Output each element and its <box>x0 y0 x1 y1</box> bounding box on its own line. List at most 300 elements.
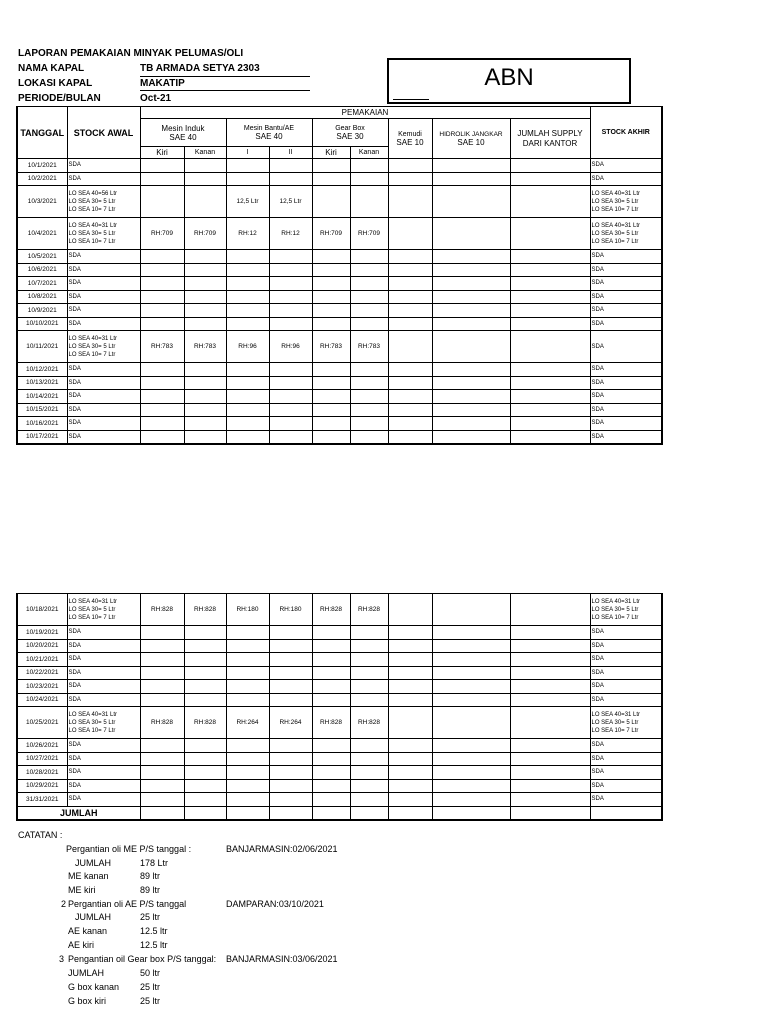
hidrolik-cell <box>432 693 510 707</box>
usage-value-cell <box>184 159 226 173</box>
stock-awal-cell <box>67 263 140 277</box>
date-cell: 10/11/2021 <box>17 331 67 363</box>
usage-value-cell <box>312 693 350 707</box>
stock-awal-line: LO SEA 30= 5 Ltr <box>68 198 116 205</box>
stock-awal-cell <box>67 693 140 707</box>
stock-akhir-cell <box>590 417 662 431</box>
usage-value-cell: RH:264 <box>269 707 312 739</box>
stock-akhir-cell <box>590 376 662 390</box>
jumlah-label: JUMLAH <box>17 806 140 820</box>
supply-cell <box>510 739 590 753</box>
stock-akhir-cell <box>590 793 662 807</box>
hidrolik-cell <box>432 363 510 377</box>
date-cell: 10/2/2021 <box>17 172 67 186</box>
stock-akhir-cell <box>590 263 662 277</box>
stock-awal-cell <box>67 594 140 626</box>
usage-value-cell <box>350 376 388 390</box>
hidrolik-cell <box>432 793 510 807</box>
date-cell: 10/25/2021 <box>17 707 67 739</box>
total-cell <box>269 806 312 820</box>
date-cell: 10/16/2021 <box>17 417 67 431</box>
total-cell <box>350 806 388 820</box>
usage-value-cell <box>184 172 226 186</box>
table-row <box>17 430 662 444</box>
stock-akhir-line: SDA <box>591 175 604 182</box>
table-row <box>17 666 662 680</box>
usage-value-cell <box>226 739 269 753</box>
stock-akhir-line: SDA <box>591 406 604 413</box>
usage-value-cell <box>226 376 269 390</box>
usage-value-cell <box>350 680 388 694</box>
stock-akhir-line: SDA <box>591 669 604 676</box>
stock-akhir-line: SDA <box>591 742 604 749</box>
usage-value-cell <box>226 766 269 780</box>
stock-akhir-line: SDA <box>591 782 604 789</box>
usage-value-cell <box>269 376 312 390</box>
date-cell: 10/22/2021 <box>17 666 67 680</box>
stock-akhir-line: LO SEA 40=31 Ltr <box>591 222 641 229</box>
hidrolik-cell <box>432 317 510 331</box>
stock-akhir-cell <box>590 680 662 694</box>
usage-value-cell <box>226 693 269 707</box>
stock-awal-cell <box>67 653 140 667</box>
usage-value-cell <box>350 263 388 277</box>
gear-box-sae: SAE 30 <box>336 131 364 141</box>
table-row <box>17 417 662 431</box>
usage-value-cell <box>226 317 269 331</box>
usage-value-cell <box>312 752 350 766</box>
hidrolik-cell <box>432 766 510 780</box>
usage-value-cell <box>350 639 388 653</box>
usage-value-cell <box>312 159 350 173</box>
usage-value-cell <box>184 417 226 431</box>
stock-awal-cell <box>67 639 140 653</box>
supply-cell <box>510 680 590 694</box>
usage-value-cell <box>140 417 184 431</box>
usage-value-cell <box>184 766 226 780</box>
usage-value-cell <box>269 403 312 417</box>
hidrolik-label: HIDROLIK JANGKAR <box>439 130 503 138</box>
usage-value-cell <box>226 172 269 186</box>
usage-value-cell <box>226 666 269 680</box>
kemudi-sae: SAE 10 <box>396 137 424 147</box>
usage-value-cell <box>350 752 388 766</box>
date-cell: 10/23/2021 <box>17 680 67 694</box>
usage-value-cell <box>140 403 184 417</box>
report-title: LAPORAN PEMAKAIAN MINYAK PELUMAS/OLI <box>18 48 244 59</box>
kemudi-cell <box>388 752 432 766</box>
usage-value-cell <box>140 186 184 218</box>
hidrolik-cell <box>432 263 510 277</box>
usage-value-cell <box>226 250 269 264</box>
stock-awal-line: SDA <box>68 393 81 400</box>
stock-awal-cell <box>67 430 140 444</box>
usage-value-cell <box>269 430 312 444</box>
usage-value-cell: RH:783 <box>350 331 388 363</box>
stock-akhir-cell <box>590 250 662 264</box>
note-me-kiri-label: ME kiri <box>68 885 96 895</box>
stock-akhir-line: LO SEA 10= 7 Ltr <box>591 206 639 213</box>
stock-awal-cell <box>67 186 140 218</box>
table-row <box>17 707 662 739</box>
stock-awal-line: SDA <box>68 629 81 636</box>
col-header-mesin-induk <box>140 119 226 147</box>
stock-awal-cell <box>67 250 140 264</box>
kemudi-cell <box>388 186 432 218</box>
kemudi-cell <box>388 666 432 680</box>
usage-value-cell <box>184 752 226 766</box>
date-cell: 31/31/2021 <box>17 793 67 807</box>
kemudi-cell <box>388 290 432 304</box>
stock-akhir-line: LO SEA 10= 7 Ltr <box>591 614 639 621</box>
date-cell: 10/12/2021 <box>17 363 67 377</box>
usage-table-bottom <box>16 593 663 821</box>
stock-awal-line: SDA <box>68 307 81 314</box>
table-row <box>17 218 662 250</box>
usage-value-cell <box>269 277 312 291</box>
hidrolik-cell <box>432 639 510 653</box>
date-cell: 10/17/2021 <box>17 430 67 444</box>
hidrolik-cell <box>432 666 510 680</box>
usage-value-cell <box>312 417 350 431</box>
usage-value-cell: RH:828 <box>350 594 388 626</box>
usage-value-cell <box>312 263 350 277</box>
col-header-hidrolik <box>432 119 510 159</box>
kemudi-cell <box>388 331 432 363</box>
stock-akhir-cell <box>590 707 662 739</box>
note-gb-kiri-label: G box kiri <box>68 996 107 1006</box>
hidrolik-cell <box>432 739 510 753</box>
usage-value-cell: RH:180 <box>226 594 269 626</box>
date-cell: 10/6/2021 <box>17 263 67 277</box>
stock-akhir-cell <box>590 218 662 250</box>
stock-akhir-cell <box>590 752 662 766</box>
usage-value-cell: RH:709 <box>350 218 388 250</box>
stock-akhir-cell <box>590 403 662 417</box>
note-ae-number: 2 <box>61 899 67 909</box>
stock-akhir-line: SDA <box>591 253 604 260</box>
hidrolik-cell <box>432 376 510 390</box>
supply-cell <box>510 766 590 780</box>
hidrolik-cell <box>432 594 510 626</box>
kemudi-cell <box>388 263 432 277</box>
total-cell <box>590 806 662 820</box>
usage-value-cell <box>350 766 388 780</box>
usage-value-cell <box>226 390 269 404</box>
usage-value-cell <box>269 739 312 753</box>
stock-awal-line: LO SEA 40=31 Ltr <box>68 222 118 229</box>
stock-akhir-line: LO SEA 40=31 Ltr <box>591 711 641 718</box>
note-me-change: Pergantian oli ME P/S tanggal : <box>66 844 192 854</box>
kemudi-cell <box>388 766 432 780</box>
usage-value-cell <box>350 363 388 377</box>
kemudi-cell <box>388 250 432 264</box>
kemudi-cell <box>388 707 432 739</box>
stock-awal-line: SDA <box>68 742 81 749</box>
usage-value-cell <box>140 376 184 390</box>
stock-awal-line: SDA <box>68 669 81 676</box>
usage-value-cell <box>184 376 226 390</box>
col-header-mi-kanan: Kanan <box>184 147 226 159</box>
date-cell: 10/19/2021 <box>17 626 67 640</box>
stock-akhir-cell <box>590 693 662 707</box>
usage-value-cell <box>350 793 388 807</box>
date-cell: 10/8/2021 <box>17 290 67 304</box>
stock-akhir-line: LO SEA 30= 5 Ltr <box>591 719 639 726</box>
stock-awal-line: LO SEA 30= 5 Ltr <box>68 230 116 237</box>
usage-value-cell <box>269 417 312 431</box>
table-row <box>17 159 662 173</box>
col-header-kemudi <box>388 119 432 159</box>
col-header-gb-kiri: Kiri <box>312 147 350 159</box>
kemudi-cell <box>388 626 432 640</box>
usage-value-cell <box>140 680 184 694</box>
lokasi-value: MAKATIP <box>140 78 185 89</box>
usage-value-cell: RH:828 <box>312 594 350 626</box>
hidrolik-cell <box>432 390 510 404</box>
col-header-mb-ii: II <box>269 147 312 159</box>
stock-akhir-line: SDA <box>591 656 604 663</box>
table-row <box>17 793 662 807</box>
note-ae-place-date: DAMPARAN:03/10/2021 <box>226 899 324 909</box>
col-header-tanggal: TANGGAL <box>17 107 67 159</box>
usage-value-cell <box>140 739 184 753</box>
usage-value-cell <box>140 766 184 780</box>
stock-awal-line: LO SEA 30= 5 Ltr <box>68 606 116 613</box>
stock-akhir-line: LO SEA 30= 5 Ltr <box>591 230 639 237</box>
stock-awal-line: SDA <box>68 782 81 789</box>
supply-cell <box>510 304 590 318</box>
supply-cell <box>510 403 590 417</box>
usage-value-cell: RH:783 <box>140 331 184 363</box>
usage-value-cell <box>184 739 226 753</box>
usage-value-cell <box>269 680 312 694</box>
note-gb-kanan-value: 25 ltr <box>140 982 161 992</box>
usage-value-cell <box>312 666 350 680</box>
usage-value-cell: RH:783 <box>184 331 226 363</box>
usage-value-cell <box>184 277 226 291</box>
usage-value-cell <box>350 304 388 318</box>
kemudi-cell <box>388 680 432 694</box>
usage-value-cell <box>184 363 226 377</box>
note-me-kanan-label: ME kanan <box>68 871 109 881</box>
supply-cell <box>510 390 590 404</box>
usage-value-cell: RH:828 <box>312 707 350 739</box>
kemudi-cell <box>388 653 432 667</box>
usage-value-cell: RH:828 <box>184 707 226 739</box>
date-cell: 10/7/2021 <box>17 277 67 291</box>
col-header-mb-i: I <box>226 147 269 159</box>
usage-value-cell <box>226 779 269 793</box>
kemudi-cell <box>388 403 432 417</box>
stock-akhir-line: SDA <box>591 629 604 636</box>
usage-value-cell <box>140 277 184 291</box>
date-cell: 10/5/2021 <box>17 250 67 264</box>
hidrolik-cell <box>432 290 510 304</box>
stock-awal-line: SDA <box>68 433 81 440</box>
stock-awal-line: LO SEA 40=56 Ltr <box>68 190 118 197</box>
table-row <box>17 653 662 667</box>
usage-value-cell <box>140 666 184 680</box>
stock-akhir-line: SDA <box>591 696 604 703</box>
date-cell: 10/28/2021 <box>17 766 67 780</box>
usage-value-cell <box>350 417 388 431</box>
table-row <box>17 693 662 707</box>
usage-value-cell <box>269 317 312 331</box>
usage-value-cell <box>140 626 184 640</box>
kemudi-cell <box>388 317 432 331</box>
stock-akhir-cell <box>590 653 662 667</box>
kemudi-cell <box>388 739 432 753</box>
lokasi-underline <box>140 90 310 91</box>
usage-value-cell <box>226 159 269 173</box>
kemudi-cell <box>388 417 432 431</box>
supply-cell <box>510 250 590 264</box>
usage-value-cell <box>312 172 350 186</box>
usage-value-cell <box>269 653 312 667</box>
date-cell: 10/21/2021 <box>17 653 67 667</box>
usage-value-cell <box>312 653 350 667</box>
stock-awal-line: SDA <box>68 366 81 373</box>
date-cell: 10/14/2021 <box>17 390 67 404</box>
usage-value-cell <box>350 290 388 304</box>
note-gb-change: Pengantian oil Gear box P/S tanggal: <box>68 954 217 964</box>
usage-value-cell <box>350 172 388 186</box>
hidrolik-cell <box>432 331 510 363</box>
usage-value-cell <box>269 779 312 793</box>
hidrolik-cell <box>432 417 510 431</box>
table-row <box>17 626 662 640</box>
total-cell <box>388 806 432 820</box>
supply-cell <box>510 693 590 707</box>
usage-value-cell: RH:828 <box>350 707 388 739</box>
stock-akhir-line: SDA <box>591 769 604 776</box>
usage-value-cell <box>140 752 184 766</box>
usage-value-cell: RH:12 <box>269 218 312 250</box>
kemudi-cell <box>388 594 432 626</box>
date-cell: 10/4/2021 <box>17 218 67 250</box>
supply-cell <box>510 218 590 250</box>
usage-value-cell <box>184 390 226 404</box>
table-row <box>17 290 662 304</box>
usage-value-cell: RH:709 <box>312 218 350 250</box>
usage-value-cell <box>269 766 312 780</box>
usage-value-cell <box>184 693 226 707</box>
usage-value-cell <box>184 626 226 640</box>
usage-value-cell <box>312 363 350 377</box>
kemudi-cell <box>388 363 432 377</box>
usage-value-cell <box>184 653 226 667</box>
logo-underline <box>393 99 429 100</box>
usage-value-cell <box>350 317 388 331</box>
nama-kapal-value: TB ARMADA SETYA 2303 <box>140 63 260 74</box>
usage-value-cell <box>184 793 226 807</box>
supply-cell <box>510 653 590 667</box>
usage-value-cell: 12,5 Ltr <box>226 186 269 218</box>
usage-value-cell <box>226 639 269 653</box>
stock-akhir-cell <box>590 626 662 640</box>
supply-cell <box>510 417 590 431</box>
usage-value-cell <box>312 290 350 304</box>
stock-awal-cell <box>67 666 140 680</box>
usage-value-cell <box>184 403 226 417</box>
usage-value-cell <box>226 752 269 766</box>
nama-kapal-underline <box>140 76 310 77</box>
stock-awal-cell <box>67 417 140 431</box>
stock-awal-line: LO SEA 40=31 Ltr <box>68 711 118 718</box>
hidrolik-cell <box>432 277 510 291</box>
stock-akhir-line: SDA <box>591 683 604 690</box>
date-cell: 10/20/2021 <box>17 639 67 653</box>
stock-akhir-cell <box>590 594 662 626</box>
date-cell: 10/27/2021 <box>17 752 67 766</box>
usage-value-cell <box>350 430 388 444</box>
total-cell <box>140 806 184 820</box>
usage-value-cell <box>350 250 388 264</box>
usage-table-bottom-body <box>17 594 662 807</box>
usage-value-cell <box>184 250 226 264</box>
date-cell: 10/18/2021 <box>17 594 67 626</box>
usage-value-cell <box>350 277 388 291</box>
col-header-mesin-bantu <box>226 119 312 147</box>
company-logo-text: ABN <box>484 64 534 91</box>
stock-awal-cell <box>67 331 140 363</box>
stock-awal-line: LO SEA 30= 5 Ltr <box>68 343 116 350</box>
usage-value-cell: RH:828 <box>184 594 226 626</box>
note-gb-jumlah-label: JUMLAH <box>68 968 105 978</box>
stock-akhir-line: SDA <box>591 343 604 350</box>
note-ae-change: Pergantian oli AE P/S tanggal <box>68 899 187 909</box>
catatan-label: CATATAN : <box>18 830 63 840</box>
note-me-kanan-value: 89 ltr <box>140 871 161 881</box>
stock-akhir-line: SDA <box>591 755 604 762</box>
hidrolik-cell <box>432 218 510 250</box>
stock-awal-cell <box>67 376 140 390</box>
stock-awal-cell <box>67 172 140 186</box>
usage-value-cell <box>312 430 350 444</box>
total-cell <box>312 806 350 820</box>
usage-value-cell <box>226 290 269 304</box>
table-row <box>17 186 662 218</box>
table-row <box>17 639 662 653</box>
supply-cell <box>510 594 590 626</box>
stock-akhir-line: LO SEA 30= 5 Ltr <box>591 198 639 205</box>
hidrolik-cell <box>432 707 510 739</box>
stock-awal-line: SDA <box>68 406 81 413</box>
date-cell: 10/1/2021 <box>17 159 67 173</box>
stock-awal-line: LO SEA 10= 7 Ltr <box>68 351 116 358</box>
note-ae-kanan-label: AE kanan <box>68 926 108 936</box>
usage-value-cell <box>350 779 388 793</box>
usage-value-cell <box>140 653 184 667</box>
usage-value-cell <box>226 363 269 377</box>
hidrolik-cell <box>432 159 510 173</box>
stock-awal-cell <box>67 390 140 404</box>
stock-awal-cell <box>67 739 140 753</box>
stock-akhir-line: LO SEA 40=31 Ltr <box>591 190 641 197</box>
usage-value-cell <box>350 403 388 417</box>
supply-cell <box>510 172 590 186</box>
kemudi-cell <box>388 693 432 707</box>
usage-value-cell <box>269 752 312 766</box>
usage-value-cell <box>140 639 184 653</box>
table-row <box>17 304 662 318</box>
company-logo-box <box>387 58 631 104</box>
note-gb-kiri-value: 25 ltr <box>140 996 161 1006</box>
supply-cell <box>510 707 590 739</box>
usage-value-cell <box>350 739 388 753</box>
stock-awal-line: LO SEA 30= 5 Ltr <box>68 719 116 726</box>
